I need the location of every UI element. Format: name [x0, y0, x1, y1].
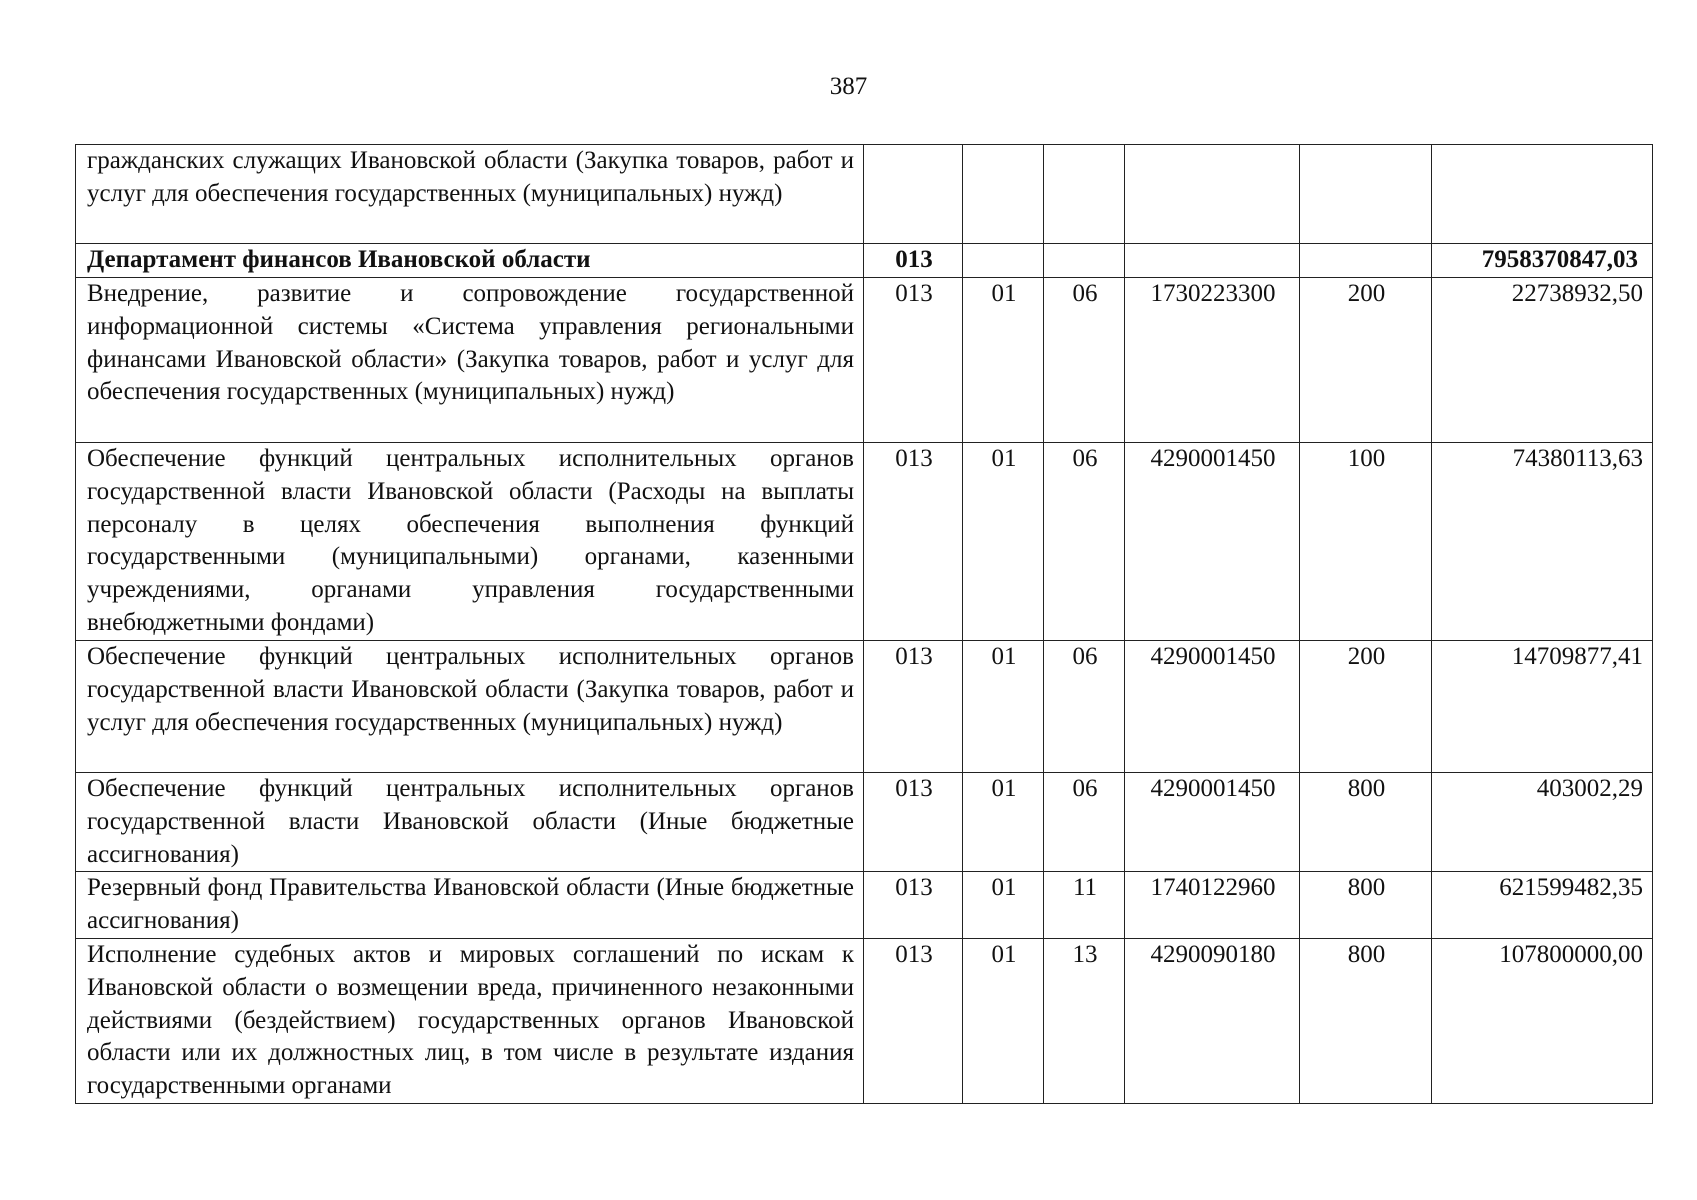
ministry-code: 013: [864, 278, 963, 443]
expense-type-code: [1300, 145, 1432, 244]
table-row: [76, 773, 1653, 872]
page-number: 387: [829, 73, 868, 100]
section-code: 01: [963, 773, 1044, 872]
table-row-department: [76, 244, 1653, 278]
target-article-code: 4290001450: [1125, 443, 1300, 641]
table-row: [76, 145, 1653, 244]
row-name: Резервный фонд Правительства Ивановской области (Иные бюджетные ассигнования): [76, 872, 864, 939]
table-row: [76, 443, 1653, 641]
ministry-code: 013: [864, 773, 963, 872]
row-name: Обеспечение функций центральных исполнительных органов государственной власти Ивановской области (Иные бюджетные ассигнования): [76, 773, 864, 872]
target-article-code: [1125, 244, 1300, 278]
section-code: 01: [963, 443, 1044, 641]
target-article-code: 1740122960: [1125, 872, 1300, 939]
row-name: Внедрение, развитие и сопровождение государственной информационной системы «Система управления региональными финансами Ивановской области» (Закупка товаров, работ и услуг для обеспечения государственных (муниципальных) нужд): [76, 278, 864, 443]
table-row: [76, 278, 1653, 443]
expense-type-code: 100: [1300, 443, 1432, 641]
amount: [1432, 145, 1653, 244]
subsection-code: [1044, 145, 1125, 244]
row-name: Обеспечение функций центральных исполнительных органов государственной власти Ивановской области (Расходы на выплаты персоналу в целях обеспечения выполнения функций государственными (муниципальными) органами, казенными учреждениями, органами управления государственными внебюджетными фондами): [76, 443, 864, 641]
amount: 7958370847,03: [1432, 244, 1653, 278]
subsection-code: [1044, 244, 1125, 278]
expense-type-code: 200: [1300, 278, 1432, 443]
subsection-code: 13: [1044, 938, 1125, 1103]
target-article-code: 4290001450: [1125, 641, 1300, 773]
section-code: 01: [963, 641, 1044, 773]
table-row: [76, 641, 1653, 773]
subsection-code: 11: [1044, 872, 1125, 939]
ministry-code: 013: [864, 938, 963, 1103]
amount: 621599482,35: [1432, 872, 1653, 939]
target-article-code: 1730223300: [1125, 278, 1300, 443]
amount: 107800000,00: [1432, 938, 1653, 1103]
ministry-code: 013: [864, 641, 963, 773]
amount: 74380113,63: [1432, 443, 1653, 641]
section-code: [963, 145, 1044, 244]
row-name: Обеспечение функций центральных исполнительных органов государственной власти Ивановской области (Закупка товаров, работ и услуг для обеспечения государственных (муниципальных) нужд): [76, 641, 864, 773]
ministry-code: 013: [864, 872, 963, 939]
table-row: [76, 938, 1653, 1103]
amount: 14709877,41: [1432, 641, 1653, 773]
target-article-code: 4290090180: [1125, 938, 1300, 1103]
target-article-code: [1125, 145, 1300, 244]
row-name: Исполнение судебных актов и мировых соглашений по искам к Ивановской области о возмещении вреда, причиненного незаконными действиями (бездействием) государственных органов Ивановской области или их должностных лиц, в том числе в результате издания государственными органами: [76, 938, 864, 1103]
expense-type-code: [1300, 244, 1432, 278]
subsection-code: 06: [1044, 278, 1125, 443]
expense-type-code: 200: [1300, 641, 1432, 773]
section-code: 01: [963, 938, 1044, 1103]
section-code: 01: [963, 278, 1044, 443]
ministry-code: 013: [864, 443, 963, 641]
expense-type-code: 800: [1300, 872, 1432, 939]
subsection-code: 06: [1044, 443, 1125, 641]
ministry-code: 013: [864, 244, 963, 278]
expense-type-code: 800: [1300, 938, 1432, 1103]
row-name: Департамент финансов Ивановской области: [76, 244, 864, 278]
subsection-code: 06: [1044, 773, 1125, 872]
table-row: [76, 872, 1653, 939]
expense-type-code: 800: [1300, 773, 1432, 872]
row-name: гражданских служащих Ивановской области (Закупка товаров, работ и услуг для обеспечения государственных (муниципальных) нужд): [76, 145, 864, 244]
subsection-code: 06: [1044, 641, 1125, 773]
section-code: [963, 244, 1044, 278]
budget-table: [75, 144, 1653, 1104]
ministry-code: [864, 145, 963, 244]
amount: 22738932,50: [1432, 278, 1653, 443]
section-code: 01: [963, 872, 1044, 939]
target-article-code: 4290001450: [1125, 773, 1300, 872]
amount: 403002,29: [1432, 773, 1653, 872]
